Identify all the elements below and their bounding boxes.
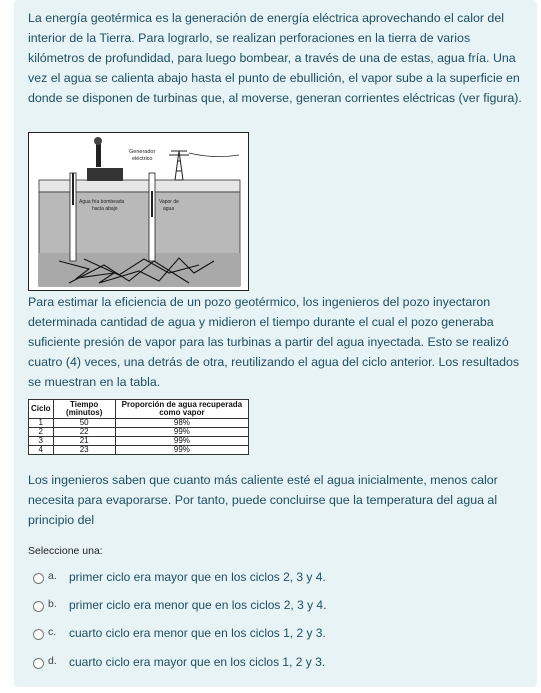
option-letter: b.: [48, 598, 57, 610]
table-row: [29, 428, 249, 437]
hot-rock-layer: [39, 253, 240, 286]
steam-label-1: Vapor de: [159, 199, 179, 205]
cell-tiempo: 50: [53, 419, 115, 428]
results-table: [28, 399, 249, 455]
question-intro-text: La energía geotérmica es la generación de energía eléctrica aprovechando el calor del interior de la Tierra. Para lograrlo, se realizan perforaciones en la tierra de varios kilómetros de profundidad, para luego bombear, a través de una de estas, agua fría. Una vez el agua se calienta abajo hasta el punto de ebullición, el vapor sube a la superficie en donde se disponen de turbinas que, al moverse, generan corrientes eléctricas (ver figura).: [28, 11, 522, 105]
option-letter: c.: [48, 626, 57, 638]
generator-label-1: Generador: [129, 149, 156, 155]
select-one-label: Seleccione una:: [28, 545, 103, 557]
cell-ciclo: 4: [29, 446, 54, 455]
power-plant-building: [87, 168, 123, 181]
cold-water-label-1: Agua fría bombeada: [79, 199, 125, 205]
cold-water-label-2: hacia abajo: [92, 206, 118, 212]
cell-ciclo: 3: [29, 437, 54, 446]
answer-option-a[interactable]: [33, 570, 513, 588]
option-text[interactable]: cuarto ciclo era mayor que en los ciclos 1, 2 y 3.: [69, 655, 326, 669]
answer-option-d[interactable]: [33, 655, 513, 673]
radio-button[interactable]: [33, 658, 44, 669]
radio-button[interactable]: [33, 573, 44, 584]
cell-proporcion: 99%: [115, 437, 248, 446]
question-experiment-text: Para estimar la eficiencia de un pozo geotérmico, los ingenieros del pozo inyectaron determinada cantidad de agua y midieron el tiempo durante el cual el pozo generaba suficiente presión de vapor para las turbinas a partir del agua inyectada. Esto se realizó cuatro (4) veces, una detrás de otra, reutilizando el agua del ciclo anterior. Los resultados se muestran en la tabla.: [28, 295, 520, 389]
geothermal-figure: [28, 132, 249, 291]
option-text[interactable]: primer ciclo era menor que en los ciclos 2, 3 y 4.: [69, 598, 327, 612]
option-text[interactable]: primer ciclo era mayor que en los ciclos 2, 3 y 4.: [69, 570, 326, 584]
table-row: [29, 437, 249, 446]
table-row: [29, 446, 249, 455]
table-row: [29, 419, 249, 428]
cell-proporcion: 99%: [115, 428, 248, 437]
generator-label-2: eléctrico: [132, 156, 153, 162]
radio-button[interactable]: [33, 601, 44, 612]
option-letter: a.: [48, 570, 57, 582]
steam-label-2: agua: [163, 206, 175, 212]
cell-ciclo: 1: [29, 419, 54, 428]
header-tiempo: Tiempo (minutos): [53, 400, 115, 419]
cell-proporcion: 99%: [115, 446, 248, 455]
cell-tiempo: 23: [53, 446, 115, 455]
steam-puff: [94, 137, 102, 145]
cell-ciclo: 2: [29, 428, 54, 437]
header-proporcion: Proporción de agua recuperada como vapor: [115, 400, 248, 419]
option-letter: d.: [48, 655, 57, 667]
answer-option-b[interactable]: [33, 598, 513, 616]
cell-proporcion: 98%: [115, 419, 248, 428]
table-header-row: [29, 400, 249, 419]
geothermal-diagram: [29, 133, 248, 290]
answer-option-c[interactable]: [33, 626, 513, 644]
question-conclusion-text: Los ingenieros saben que cuanto más caliente esté el agua inicialmente, menos calor necesita para evaporarse. Por tanto, puede concluirse que la temperatura del agua al principio del: [28, 473, 498, 527]
cold-water-arrow: [72, 173, 74, 205]
header-ciclo: Ciclo: [29, 400, 54, 419]
surface-layer: [39, 180, 240, 192]
radio-button[interactable]: [33, 629, 44, 640]
cell-tiempo: 21: [53, 437, 115, 446]
option-text[interactable]: cuarto ciclo era menor que en los ciclos 1, 2 y 3.: [69, 626, 326, 640]
cell-tiempo: 22: [53, 428, 115, 437]
steam-arrow: [151, 191, 153, 217]
